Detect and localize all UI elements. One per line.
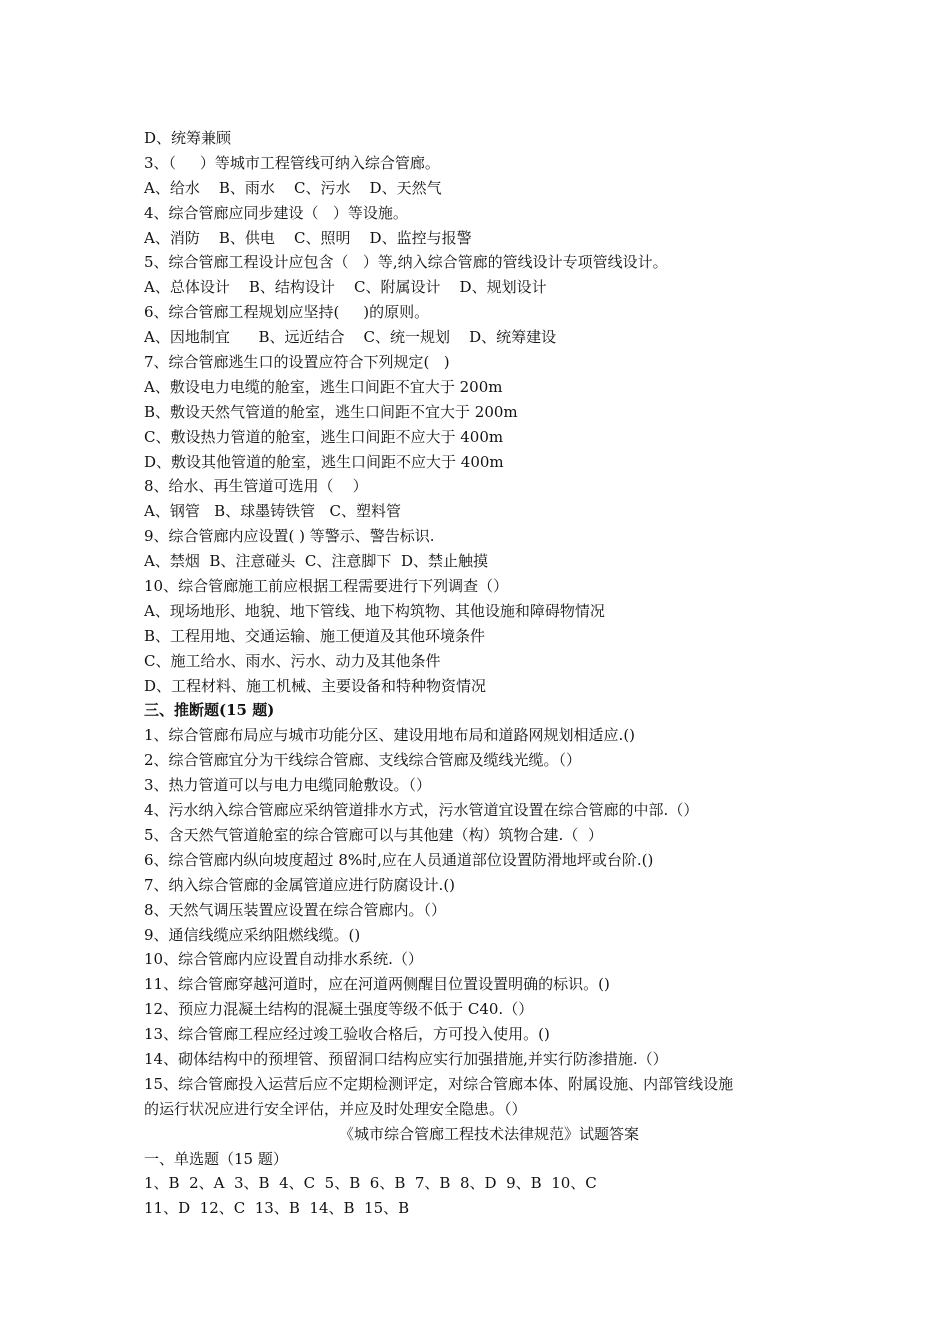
- text-line: 一、单选题（15 题）: [144, 1149, 288, 1168]
- text-line: A、现场地形、地貌、地下管线、地下构筑物、其他设施和障碍物情况: [144, 601, 605, 620]
- text-line: 3、热力管道可以与电力电缆同舱敷设。（）: [144, 776, 432, 795]
- text-line: 7、纳入综合管廊的金属管道应进行防腐设计.(): [144, 875, 456, 894]
- text-line: 4、综合管廊应同步建设（ ）等设施。: [144, 203, 408, 222]
- text-line: 6、综合管廊内纵向坡度超过 8%时,应在人员通道部位设置防滑地坪或台阶.(): [144, 850, 654, 869]
- text-line: 5、含天然气管道舱室的综合管廊可以与其他建（构）筑物合建.（ ）: [144, 825, 603, 844]
- text-line: A、敷设电力电缆的舱室，逃生口间距不宜大于 200m: [144, 377, 503, 396]
- text-line: D、统筹兼顾: [144, 129, 232, 147]
- text-line: 6、综合管廊工程规划应坚持( )的原则。: [144, 303, 430, 322]
- text-line: B、敷设天然气管道的舱室，逃生口间距不宜大于 200m: [144, 402, 518, 421]
- text-line: 1、综合管廊布局应与城市功能分区、建设用地布局和道路网规划相适应.(): [144, 726, 636, 745]
- text-line: 5、综合管廊工程设计应包含（ ）等,纳入综合管廊的管线设计专项管线设计。: [144, 253, 668, 272]
- text-line: 10、综合管廊施工前应根据工程需要进行下列调查（）: [144, 577, 509, 596]
- text-line: 11、D 12、C 13、B 14、B 15、B: [144, 1199, 410, 1218]
- text-line: A、钢管 B、球墨铸铁管 C、塑料管: [144, 502, 401, 521]
- text-line: D、敷设其他管道的舱室，逃生口间距不应大于 400m: [144, 452, 504, 471]
- text-line: D、工程材料、施工机械、主要设备和特种物资情况: [144, 676, 487, 695]
- text-line: A、给水 B、雨水 C、污水 D、天然气: [144, 178, 442, 197]
- text-line: 14、砌体结构中的预埋管、预留洞口结构应实行加强措施,并实行防渗措施.（）: [144, 1049, 668, 1068]
- text-line: 8、天然气调压装置应设置在综合管廊内。（）: [144, 900, 447, 919]
- text-line: 7、综合管廊逃生口的设置应符合下列规定( ): [144, 353, 450, 372]
- text-line: 15、综合管廊投入运营后应不定期检测评定，对综合管廊本体、附属设施、内部管线设施: [144, 1074, 734, 1093]
- text-line: C、施工给水、雨水、污水、动力及其他条件: [144, 651, 441, 670]
- text-line: 3、（ ）等城市工程管线可纳入综合管廊。: [144, 153, 440, 172]
- text-line: B、工程用地、交通运输、施工便道及其他环境条件: [144, 626, 486, 645]
- text-line: 的运行状况应进行安全评估，并应及时处理安全隐患。（）: [144, 1099, 527, 1118]
- text-line: A、因地制宜 B、远近结合 C、统一规划 D、统筹建设: [144, 328, 557, 347]
- text-line: 13、综合管廊工程应经过竣工验收合格后，方可投入使用。(): [144, 1025, 550, 1044]
- text-line: 2、综合管廊宜分为干线综合管廊、支线综合管廊及缆线光缆。（）: [144, 751, 582, 770]
- text-line: 1、B 2、A 3、B 4、C 5、B 6、B 7、B 8、D 9、B 10、C: [144, 1174, 597, 1193]
- section-heading: 三、推断题(15 题): [144, 701, 275, 720]
- text-line: 4、污水纳入综合管廊应采纳管道排水方式，污水管道宜设置在综合管廊的中部.（）: [144, 801, 699, 820]
- text-line: 9、通信线缆应采纳阻燃线缆。(): [144, 925, 361, 944]
- text-line: 11、综合管廊穿越河道时，应在河道两侧醒目位置设置明确的标识。(): [144, 975, 610, 994]
- text-line: 10、综合管廊内应设置自动排水系统.（）: [144, 950, 423, 969]
- answer-title: 《城市综合管廊工程技术法律规范》试题答案: [338, 1124, 639, 1143]
- text-line: A、总体设计 B、结构设计 C、附属设计 D、规划设计: [144, 278, 547, 297]
- text-line: A、禁烟 B、注意碰头 C、注意脚下 D、禁止触摸: [144, 552, 488, 571]
- document-body: [144, 126, 834, 1221]
- text-line: 8、给水、再生管道可选用（ ）: [144, 477, 368, 496]
- text-line: C、敷设热力管道的舱室，逃生口间距不应大于 400m: [144, 427, 504, 446]
- text-line: A、消防 B、供电 C、照明 D、监控与报警: [144, 228, 472, 247]
- text-line: 9、综合管廊内应设置( ) 等警示、警告标识.: [144, 527, 435, 546]
- text-line: 12、预应力混凝土结构的混凝土强度等级不低于 C40.（）: [144, 1000, 534, 1019]
